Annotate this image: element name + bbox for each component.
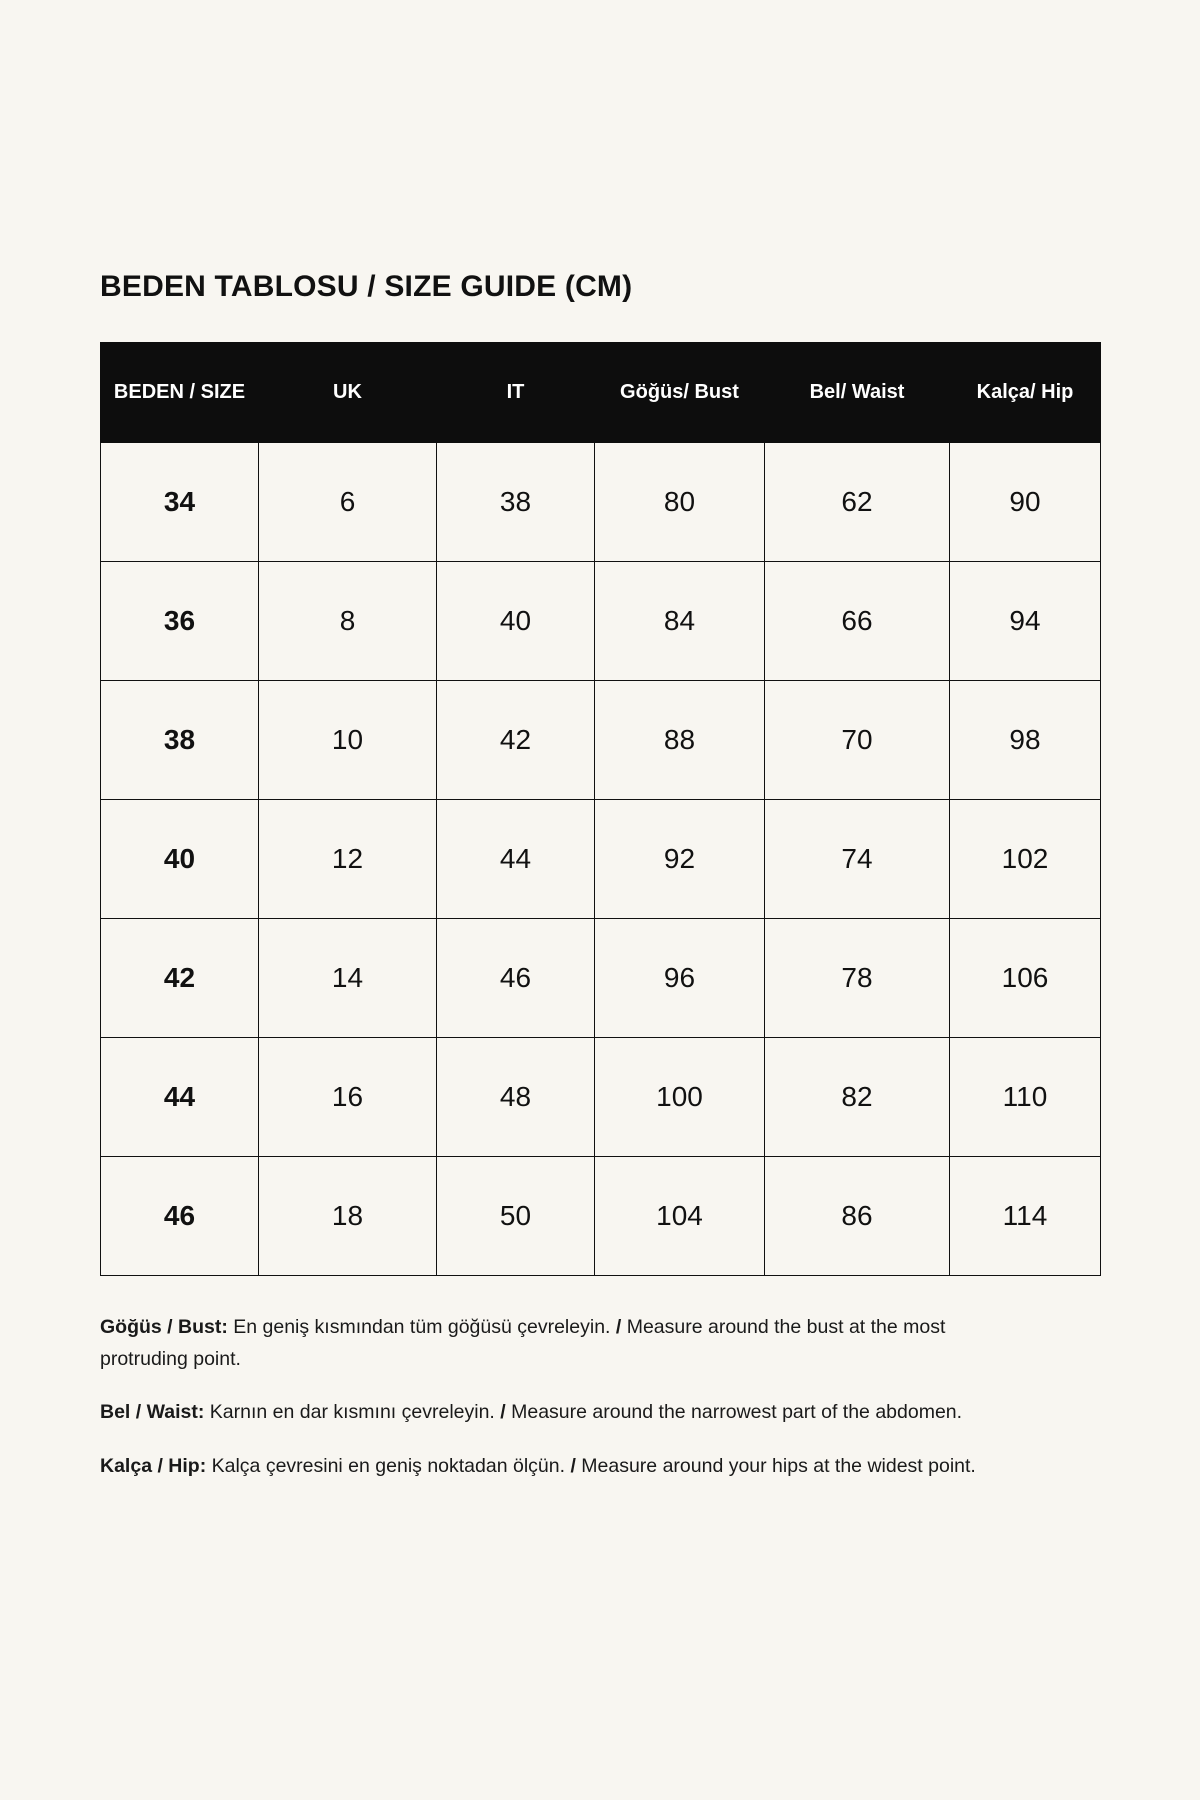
cell-waist: 82 [765,1038,950,1157]
measurement-notes [100,1312,1020,1482]
cell-bust: 88 [595,681,765,800]
cell-hip: 98 [950,681,1101,800]
cell-bust: 100 [595,1038,765,1157]
cell-bust: 80 [595,443,765,562]
note-waist [100,1397,1020,1429]
cell-bust: 96 [595,919,765,1038]
cell-it: 48 [437,1038,595,1157]
cell-hip: 106 [950,919,1101,1038]
cell-size: 44 [101,1038,259,1157]
table-row [101,443,1101,562]
column-header-size: BEDEN / SIZE [101,343,259,443]
cell-it: 38 [437,443,595,562]
note-waist-en: Measure around the narrowest part of the abdomen. [511,1401,963,1424]
note-hip-separator: / [570,1454,576,1477]
cell-bust: 92 [595,800,765,919]
size-guide-table [100,342,1101,1276]
cell-uk: 12 [259,800,437,919]
table-header [101,343,1101,443]
column-header-waist: Bel/ Waist [765,343,950,443]
table-row [101,1157,1101,1276]
cell-it: 40 [437,562,595,681]
cell-size: 46 [101,1157,259,1276]
cell-size: 34 [101,443,259,562]
cell-size: 38 [101,681,259,800]
table-body [101,443,1101,1276]
cell-hip: 94 [950,562,1101,681]
cell-uk: 6 [259,443,437,562]
column-header-it: IT [437,343,595,443]
note-waist-label: Bel / Waist: [100,1401,205,1424]
note-waist-separator: / [500,1401,506,1424]
cell-waist: 78 [765,919,950,1038]
column-header-uk: UK [259,343,437,443]
size-guide-content [100,270,1100,1482]
note-waist-tr: Karnın en dar kısmını çevreleyin. [209,1401,495,1424]
cell-uk: 16 [259,1038,437,1157]
note-bust-tr: En geniş kısmından tüm göğüsü çevreleyin. [233,1316,611,1338]
cell-hip: 114 [950,1157,1101,1276]
table-row [101,562,1101,681]
note-bust-separator: / [615,1316,622,1338]
cell-waist: 86 [765,1157,950,1276]
column-header-hip: Kalça/ Hip [950,343,1101,443]
table-row [101,1038,1101,1157]
cell-hip: 90 [950,443,1101,562]
cell-it: 46 [437,919,595,1038]
cell-waist: 66 [765,562,950,681]
column-header-bust: Göğüs/ Bust [595,343,765,443]
cell-uk: 8 [259,562,437,681]
table-row [101,681,1101,800]
cell-it: 44 [437,800,595,919]
table-row [101,919,1101,1038]
cell-waist: 70 [765,681,950,800]
note-hip-label: Kalça / Hip: [100,1454,207,1477]
note-hip-en: Measure around your hips at the widest point. [581,1454,976,1477]
cell-it: 50 [437,1157,595,1276]
cell-size: 42 [101,919,259,1038]
table-row [101,800,1101,919]
cell-hip: 102 [950,800,1101,919]
cell-it: 42 [437,681,595,800]
cell-bust: 104 [595,1157,765,1276]
note-bust-label: Göğüs / Bust: [100,1316,228,1338]
cell-waist: 74 [765,800,950,919]
cell-size: 36 [101,562,259,681]
cell-uk: 18 [259,1157,437,1276]
cell-uk: 10 [259,681,437,800]
cell-bust: 84 [595,562,765,681]
table-header-row [101,343,1101,443]
note-hip [100,1451,1020,1483]
cell-hip: 110 [950,1038,1101,1157]
cell-waist: 62 [765,443,950,562]
page-title: BEDEN TABLOSU / SIZE GUIDE (CM) [100,270,633,303]
note-hip-tr: Kalça çevresini en geniş noktadan ölçün. [211,1454,566,1477]
cell-size: 40 [101,800,259,919]
note-bust-en: Measure around the bust at the most protruding point. [100,1316,946,1370]
cell-uk: 14 [259,919,437,1038]
note-bust [100,1312,1020,1375]
